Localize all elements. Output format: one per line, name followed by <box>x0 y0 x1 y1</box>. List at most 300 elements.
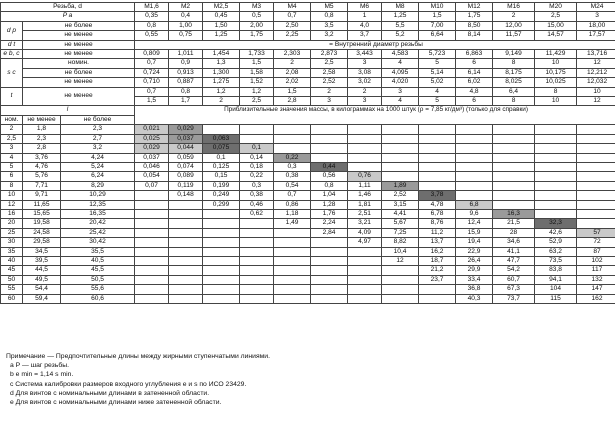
table-cell: 1,3 <box>203 59 240 68</box>
length-nom: 35 <box>1 247 23 256</box>
mass-value <box>577 125 615 134</box>
table-row <box>1 219 615 228</box>
table-cell: 14,57 <box>535 31 577 40</box>
mass-value <box>274 144 311 153</box>
mass-value: 0,3 <box>274 162 311 171</box>
length-nom: 12 <box>1 200 23 209</box>
mass-value <box>348 153 382 162</box>
length-max: 6,24 <box>61 172 135 181</box>
mass-value <box>382 144 419 153</box>
mass-value: 28 <box>493 228 535 237</box>
mass-value: 1,81 <box>348 200 382 209</box>
mass-value: 54,2 <box>493 266 535 275</box>
mass-value: 0,86 <box>274 200 311 209</box>
table-row <box>1 78 615 87</box>
table-cell: 2,5 <box>311 59 348 68</box>
mass-value: 1,11 <box>348 181 382 190</box>
mass-value <box>419 172 456 181</box>
mass-value <box>135 200 169 209</box>
mass-value <box>535 209 577 218</box>
length-min: 54,4 <box>23 285 61 294</box>
table-row <box>1 3 615 12</box>
length-max: 25,42 <box>61 228 135 237</box>
mass-value <box>135 191 169 200</box>
thread-size-header: M2 <box>169 3 203 12</box>
mass-value <box>274 275 311 284</box>
mass-value <box>382 266 419 275</box>
table-cell: 8,025 <box>493 78 535 87</box>
table-cell: 4 <box>382 59 419 68</box>
length-max: 2,7 <box>61 134 135 143</box>
thread-size-header: M8 <box>382 3 419 12</box>
mass-value: 0,075 <box>203 144 240 153</box>
mass-value: 1,89 <box>382 181 419 190</box>
table-cell: 0,8 <box>135 21 169 30</box>
table-cell: 10,175 <box>535 68 577 77</box>
table-cell: 6,64 <box>419 31 456 40</box>
table-cell: 4,020 <box>382 78 419 87</box>
mass-value: 6,8 <box>456 200 493 209</box>
mass-value <box>169 209 203 218</box>
table-cell: 1,25 <box>203 31 240 40</box>
mass-value <box>169 256 203 265</box>
table-cell: 0,9 <box>169 59 203 68</box>
table-cell: 5 <box>419 97 456 106</box>
mass-value <box>419 125 456 134</box>
table-cell: 18,00 <box>577 21 615 30</box>
mass-value: 0,029 <box>135 144 169 153</box>
mass-value: 3,15 <box>382 200 419 209</box>
table-cell: 3 <box>311 97 348 106</box>
mass-value <box>274 266 311 275</box>
mass-value <box>577 191 615 200</box>
table-cell: 17,57 <box>577 31 615 40</box>
table-row <box>1 266 615 275</box>
table-cell: 0,75 <box>169 31 203 40</box>
table-cell: 5,14 <box>419 68 456 77</box>
table-cell: 2,58 <box>311 68 348 77</box>
mass-value <box>419 181 456 190</box>
mass-value: 12 <box>382 256 419 265</box>
length-nom: 4 <box>1 153 23 162</box>
table-cell: 4,0 <box>348 21 382 30</box>
mass-value <box>456 125 493 134</box>
mass-value: 21,5 <box>493 219 535 228</box>
table-cell: 8,50 <box>456 21 493 30</box>
mass-value: 13,7 <box>419 238 456 247</box>
table-row <box>1 228 615 237</box>
table-row <box>1 153 615 162</box>
mass-value: 115 <box>535 294 577 303</box>
length-min: 5,76 <box>23 172 61 181</box>
s-symbol: s c <box>1 59 23 87</box>
length-min: 4,76 <box>23 162 61 171</box>
mass-value: 0,299 <box>203 200 240 209</box>
mass-value: 0,22 <box>274 153 311 162</box>
table-cell: 1,454 <box>203 50 240 59</box>
mass-value <box>348 294 382 303</box>
length-nom: 20 <box>1 219 23 228</box>
table-row <box>1 247 615 256</box>
table-cell: 1,5 <box>135 97 169 106</box>
table-cell: 9,149 <box>493 50 535 59</box>
table-cell: 0,8 <box>311 12 348 21</box>
mass-value <box>535 125 577 134</box>
mass-value: 83,8 <box>535 266 577 275</box>
table-cell: 12 <box>577 97 615 106</box>
table-row <box>1 31 615 40</box>
length-nom: 6 <box>1 172 23 181</box>
mass-value: 18,7 <box>419 256 456 265</box>
mass-value: 0,025 <box>135 134 169 143</box>
mass-value: 0,54 <box>274 181 311 190</box>
mass-value <box>169 200 203 209</box>
mass-value <box>348 247 382 256</box>
mass-value: 0,074 <box>169 162 203 171</box>
mass-value: 15,9 <box>456 228 493 237</box>
mass-value <box>135 294 169 303</box>
mass-value: 1,49 <box>274 219 311 228</box>
mass-value <box>311 275 348 284</box>
table-row <box>1 12 615 21</box>
table-cell: 12,00 <box>493 21 535 30</box>
table-cell: 0,809 <box>135 50 169 59</box>
mass-value: 73,5 <box>535 256 577 265</box>
table-cell: 0,45 <box>203 12 240 21</box>
mass-value <box>493 125 535 134</box>
table-row <box>1 162 615 171</box>
table-cell: 1,011 <box>169 50 203 59</box>
length-max: 35,5 <box>61 247 135 256</box>
table-cell: 1,7 <box>169 97 203 106</box>
mass-value <box>493 162 535 171</box>
length-min: 39,5 <box>23 256 61 265</box>
thread-size-header: M10 <box>419 3 456 12</box>
mass-value: 16,2 <box>419 247 456 256</box>
min-label: не менее <box>23 78 135 87</box>
thread-size-label: Резьба, d <box>1 3 135 12</box>
mass-value <box>169 228 203 237</box>
table-cell: 2,02 <box>274 78 311 87</box>
length-max: 45,5 <box>61 266 135 275</box>
mass-value: 67,3 <box>493 285 535 294</box>
mass-value <box>577 172 615 181</box>
min-label: не менее <box>23 40 135 49</box>
mass-value <box>240 247 274 256</box>
mass-value: 40,3 <box>456 294 493 303</box>
table-cell: 2,52 <box>311 78 348 87</box>
mass-value: 1,18 <box>274 209 311 218</box>
mass-value <box>456 181 493 190</box>
table-cell: 8 <box>535 87 577 96</box>
table-cell: 3,7 <box>348 31 382 40</box>
mass-value <box>493 191 535 200</box>
mass-value <box>311 294 348 303</box>
table-row <box>1 134 615 143</box>
mass-value <box>169 294 203 303</box>
mass-value <box>311 256 348 265</box>
e-symbol: e b, c <box>1 50 23 59</box>
length-min: 49,5 <box>23 275 61 284</box>
table-row <box>1 200 615 209</box>
table-cell: 0,35 <box>135 12 169 21</box>
length-nom: 60 <box>1 294 23 303</box>
min-label: не менее <box>23 31 135 40</box>
mass-value <box>493 172 535 181</box>
table-cell: 6,4 <box>493 87 535 96</box>
table-row <box>1 21 615 30</box>
mass-value <box>240 266 274 275</box>
length-nom: 55 <box>1 285 23 294</box>
mass-value <box>240 228 274 237</box>
table-cell: 2,5 <box>535 12 577 21</box>
thread-size-header: M20 <box>535 3 577 12</box>
mass-value: 0,044 <box>169 144 203 153</box>
min-label: не менее <box>23 87 135 106</box>
mass-value: 47,7 <box>493 256 535 265</box>
table-cell: 0,55 <box>135 31 169 40</box>
mass-value: 26,4 <box>456 256 493 265</box>
note-c: c Система калибровки размеров входного углубления e и s по ИСО 23429. <box>10 380 247 388</box>
mass-value: 0,18 <box>240 162 274 171</box>
mass-value <box>135 228 169 237</box>
mass-value <box>382 153 419 162</box>
table-cell: 1,75 <box>240 31 274 40</box>
mass-value: 1,46 <box>348 191 382 200</box>
mass-value: 0,76 <box>348 172 382 181</box>
mass-value <box>311 247 348 256</box>
table-cell: 5,5 <box>382 21 419 30</box>
length-nom: 30 <box>1 238 23 247</box>
table-cell: 2 <box>493 12 535 21</box>
mass-value <box>419 134 456 143</box>
table-cell: 11,429 <box>535 50 577 59</box>
table-cell: 3 <box>382 87 419 96</box>
mass-value <box>382 162 419 171</box>
mass-value: 23,7 <box>419 275 456 284</box>
table-cell: 2 <box>274 59 311 68</box>
mass-value: 0,1 <box>203 153 240 162</box>
mass-value <box>135 285 169 294</box>
table-row <box>1 294 615 303</box>
table-cell: 8,14 <box>456 31 493 40</box>
table-row <box>1 144 615 153</box>
length-nom: 8 <box>1 181 23 190</box>
mass-value: 0,249 <box>203 191 240 200</box>
mass-value <box>240 275 274 284</box>
table-cell: 10 <box>535 97 577 106</box>
table-cell: 15,00 <box>535 21 577 30</box>
mass-value <box>169 266 203 275</box>
mass-value: 2,24 <box>311 219 348 228</box>
mass-value <box>274 247 311 256</box>
mass-value <box>274 238 311 247</box>
length-max: 60,6 <box>61 294 135 303</box>
mass-value: 0,56 <box>311 172 348 181</box>
mass-value <box>535 144 577 153</box>
mass-value: 87 <box>577 247 615 256</box>
thread-size-header: M16 <box>493 3 535 12</box>
mass-value <box>311 285 348 294</box>
table-cell: 8 <box>493 97 535 106</box>
table-cell: 1,52 <box>240 78 274 87</box>
table-cell: 6 <box>456 59 493 68</box>
mass-value: 4,78 <box>419 200 456 209</box>
table-cell: 4,8 <box>456 87 493 96</box>
mass-value: 0,07 <box>135 181 169 190</box>
length-max: 40,5 <box>61 256 135 265</box>
mass-value <box>240 238 274 247</box>
mass-value <box>382 134 419 143</box>
min-label: не менее <box>23 50 135 59</box>
mass-value: 16,3 <box>493 209 535 218</box>
length-min: 15,65 <box>23 209 61 218</box>
mass-value <box>577 144 615 153</box>
mass-value <box>535 162 577 171</box>
length-max: 30,42 <box>61 238 135 247</box>
table-cell: 2,5 <box>240 97 274 106</box>
length-nom: 40 <box>1 256 23 265</box>
table-cell: 0,913 <box>169 68 203 77</box>
length-max: 55,6 <box>61 285 135 294</box>
table-cell: 3,443 <box>348 50 382 59</box>
mass-value <box>577 181 615 190</box>
table-cell: 3,2 <box>311 31 348 40</box>
table-cell: 5,723 <box>419 50 456 59</box>
table-row <box>1 191 615 200</box>
length-min: 29,58 <box>23 238 61 247</box>
mass-value <box>169 238 203 247</box>
mass-value <box>348 144 382 153</box>
notes-block <box>6 352 606 407</box>
table-cell: 6,863 <box>456 50 493 59</box>
thread-size-header: M2,5 <box>203 3 240 12</box>
thread-size-header: M4 <box>274 3 311 12</box>
table-cell: 4,095 <box>382 68 419 77</box>
mass-value <box>240 294 274 303</box>
note-e: e Для винтов с номинальными длинами ниже затененной области. <box>10 399 222 407</box>
length-min: 2,3 <box>23 134 61 143</box>
mass-value: 32,3 <box>535 219 577 228</box>
mass-value <box>203 238 240 247</box>
max-label: не более <box>23 68 135 77</box>
mass-value: 3,21 <box>348 219 382 228</box>
mass-value: 2,84 <box>311 228 348 237</box>
length-nom: 2,5 <box>1 134 23 143</box>
length-max: 50,5 <box>61 275 135 284</box>
l-symbol: l <box>1 106 135 115</box>
mass-value <box>419 153 456 162</box>
mass-value: 4,97 <box>348 238 382 247</box>
mass-value <box>535 153 577 162</box>
table-cell: 3,02 <box>348 78 382 87</box>
length-nom: 16 <box>1 209 23 218</box>
mass-value: 6,78 <box>419 209 456 218</box>
mass-value <box>493 144 535 153</box>
length-nom: 2 <box>1 125 23 134</box>
mass-value: 0,125 <box>203 162 240 171</box>
mass-value: 0,046 <box>135 162 169 171</box>
table-cell: 10 <box>577 87 615 96</box>
mass-value: 117 <box>577 266 615 275</box>
mass-value: 0,037 <box>169 134 203 143</box>
mass-value <box>274 294 311 303</box>
table-cell: 0,724 <box>135 68 169 77</box>
length-max: 20,42 <box>61 219 135 228</box>
mass-value <box>311 153 348 162</box>
table-cell: 13,716 <box>577 50 615 59</box>
mass-value: 0,44 <box>311 162 348 171</box>
mass-value: 2,52 <box>382 191 419 200</box>
length-max: 2,3 <box>61 125 135 134</box>
table-cell: 0,4 <box>169 12 203 21</box>
table-cell: 1,5 <box>274 87 311 96</box>
length-min: 3,76 <box>23 153 61 162</box>
table-cell: 2,08 <box>274 68 311 77</box>
thread-size-header: M12 <box>456 3 493 12</box>
note-a: a P — шаг резьбы. <box>10 362 69 370</box>
mass-value: 4,09 <box>348 228 382 237</box>
mass-value <box>419 285 456 294</box>
mass-value: 1,28 <box>311 200 348 209</box>
table-cell: 1,733 <box>240 50 274 59</box>
table-cell: 2 <box>311 87 348 96</box>
length-max: 5,24 <box>61 162 135 171</box>
mass-value: 34,6 <box>493 238 535 247</box>
table-row <box>1 106 615 115</box>
mass-value: 10,4 <box>382 247 419 256</box>
table-cell: 3,08 <box>348 68 382 77</box>
table-row <box>1 285 615 294</box>
note-d: d Для винтов с номинальными длинами в затененной области. <box>10 389 210 397</box>
mass-value: 0,3 <box>240 181 274 190</box>
length-min: 7,71 <box>23 181 61 190</box>
mass-value: 104 <box>535 285 577 294</box>
table-cell: 6 <box>456 97 493 106</box>
mass-value: 0,021 <box>135 125 169 134</box>
table-cell: 8,175 <box>493 68 535 77</box>
table-cell: 2 <box>348 87 382 96</box>
mass-value <box>419 294 456 303</box>
empty-cell: ном. <box>1 115 23 124</box>
mass-value: 21,2 <box>419 266 456 275</box>
mass-value: 12,4 <box>456 219 493 228</box>
mass-value <box>311 134 348 143</box>
mass-value: 52,9 <box>535 238 577 247</box>
table-cell: 8 <box>493 59 535 68</box>
mass-value <box>348 256 382 265</box>
note-b: b e min = 1,14 s min. <box>10 371 74 379</box>
max-label: не более <box>23 21 135 30</box>
length-nom: 5 <box>1 162 23 171</box>
table-cell: 0,7 <box>135 87 169 96</box>
table-cell: 4 <box>419 87 456 96</box>
table-cell: 3,5 <box>311 21 348 30</box>
mass-value: 0,059 <box>169 153 203 162</box>
mass-value: 1,76 <box>311 209 348 218</box>
mass-value <box>535 181 577 190</box>
table-cell: 3 <box>348 59 382 68</box>
mass-value <box>203 294 240 303</box>
mass-value: 1,04 <box>311 191 348 200</box>
dt-note: = Внутренний диаметр резьбы <box>135 40 615 49</box>
mass-value: 3,78 <box>419 191 456 200</box>
mass-value <box>456 162 493 171</box>
mass-title: Приблизительные значения массы, в килограммах на 1000 штук (ρ = 7,85 кг/дм³) (только для справки) <box>135 106 615 125</box>
mass-value <box>203 247 240 256</box>
table-cell: 0,887 <box>169 78 203 87</box>
mass-value: 11,2 <box>419 228 456 237</box>
